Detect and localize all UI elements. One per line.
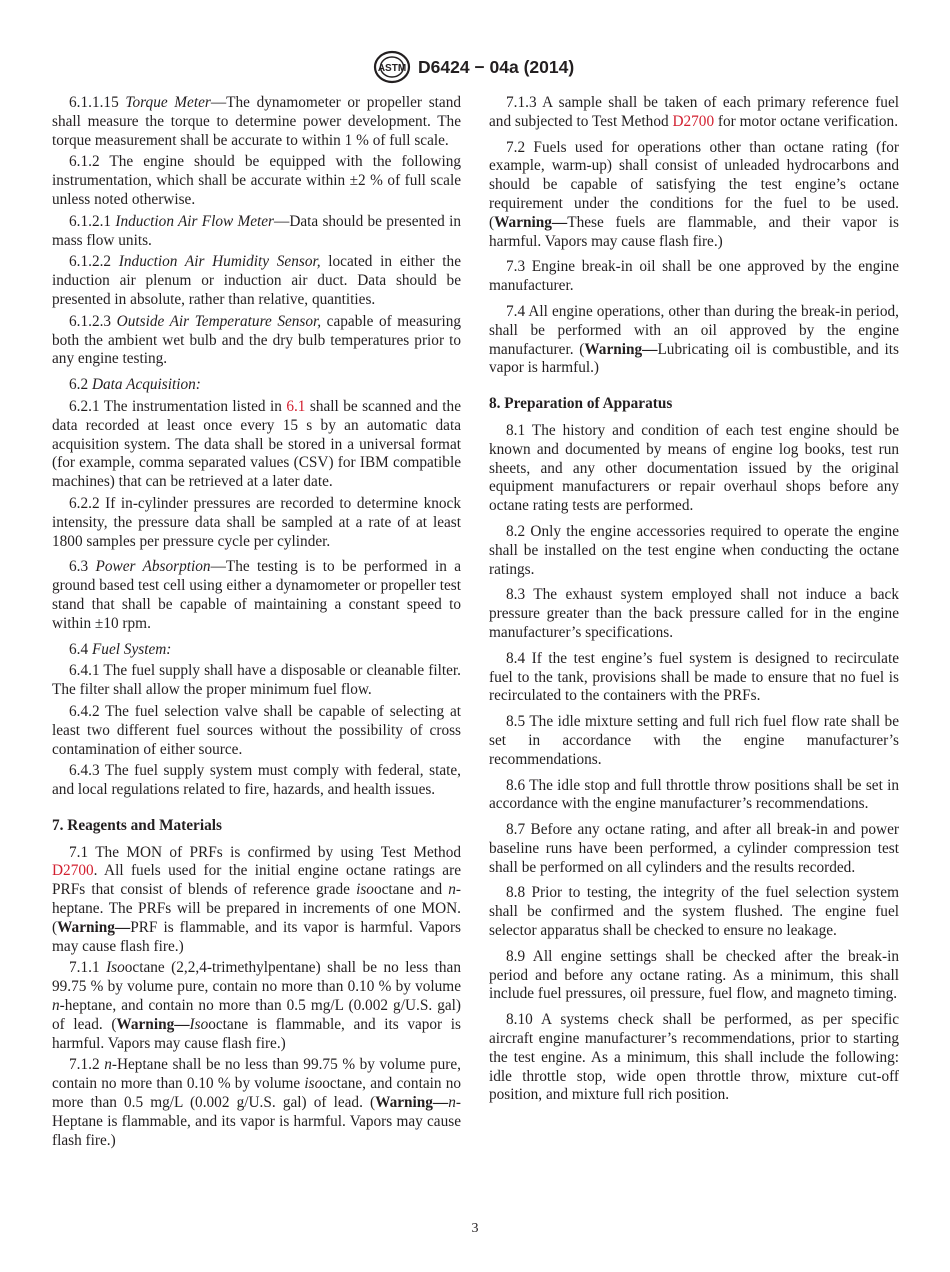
para-7-1-3: 7.1.3 A sample shall be taken of each primary reference fuel and subjected to Test Method D2700 for motor octane verification.: [489, 94, 899, 130]
para-6-1-2-1: 6.1.2.1 Induction Air Flow Meter—Data should be presented in mass flow units.: [52, 212, 461, 249]
para-8-8: 8.8 Prior to testing, the integrity of the fuel selection system shall be confirmed and the system flushed. The engine fuel selector apparatus shall be checked to ensure no leakage.: [489, 884, 899, 940]
left-column: [52, 94, 461, 1150]
para-6-2: 6.2 Data Acquisition:: [69, 376, 201, 394]
para-6-1-2: 6.1.2 The engine should be equipped with the following instrumentation, which shall be accurate within ±2 % of full scale unless noted otherwise.: [52, 153, 461, 208]
para-7-3: 7.3 Engine break-in oil shall be one approved by the engine manufacturer.: [489, 258, 899, 295]
para-8-6: 8.6 The idle stop and full throttle throw positions shall be set in accordance with the engine manufacturer’s recommendations.: [489, 776, 899, 813]
para-7-4: 7.4 All engine operations, other than during the break-in period, shall be performed with an oil approved by the engine manufacturer. (Warning—Lubricating oil is combustible, and its vapor is harmful.): [489, 302, 899, 377]
link-d2700-2[interactable]: D2700: [672, 112, 715, 130]
section-8-heading: 8. Preparation of Apparatus: [489, 395, 673, 413]
page-number: 3: [471, 1221, 479, 1236]
para-8-7: 8.7 Before any octane rating, and after all break-in and power baseline runs have been performed, a cylinder compression test shall be performed on all cylinders and the results recorded.: [489, 821, 899, 876]
document-designation: D6424 − 04a (2014): [418, 57, 575, 77]
para-7-1-2: 7.1.2 n-Heptane shall be no less than 99.75 % by volume pure, contain no more than 0.10 % by volume isooctane, and contain no more than 0.5 mg/L (0.002 g/U.S. gal) of lead. (Warning—n-Heptane is flammable, and its vapor is harmful. Vapors may cause flash fire.): [52, 1056, 461, 1149]
right-column: [489, 94, 899, 1105]
link-6-1[interactable]: 6.1: [286, 397, 306, 415]
para-6-4-3: 6.4.3 The fuel supply system must comply with federal, state, and local regulations related to fire, hazards, and health issues.: [52, 762, 461, 799]
para-8-3: 8.3 The exhaust system employed shall not induce a back pressure greater than the back pressure called for in the engine manufacturer’s specifications.: [489, 586, 899, 641]
para-6-2-1: 6.2.1 The instrumentation listed in 6.1 shall be scanned and the data recorded at least once every 15 s by an automatic data acquisition system. The data shall be stored in a universal format (for example, comma separated values (CSV) for IBM compatible machines) that can be retrieved at a later date.: [52, 397, 461, 491]
para-7-2: 7.2 Fuels used for operations other than octane rating (for example, warm-up) shall consist of unleaded hydrocarbons and should be capable of satisfying the test engine’s octane requirement under the conditions for the fuel to be used. (Warning—These fuels are flammable, and their vapor is harmful. Vapors may cause flash fire.): [489, 138, 899, 250]
link-d2700[interactable]: D2700: [52, 862, 94, 880]
para-8-9: 8.9 All engine settings shall be checked after the break-in period and before any octane rating. As a minimum, this shall include fuel pressures, oil pressure, fuel flow, and magneto timing.: [489, 947, 899, 1003]
para-8-1: 8.1 The history and condition of each test engine should be known and documented by means of engine log books, test run sheets, and any other documentation issued by the original equipment manufacturers or repair overhaul shops before any octane rating tests are performed.: [489, 421, 899, 515]
para-6-2-2: 6.2.2 If in-cylinder pressures are recorded to determine knock intensity, the pressure data shall be sampled at a rate of at least 1800 samples per pressure cycle per cylinder.: [52, 494, 461, 550]
para-8-2: 8.2 Only the engine accessories required to operate the engine shall be installed on the test engine when conducting the octane ratings.: [489, 522, 899, 578]
svg-text:ASTM: ASTM: [377, 63, 407, 74]
para-6-4: 6.4 Fuel System:: [69, 640, 172, 658]
para-7-1-1: 7.1.1 Isooctane (2,2,4-trimethylpentane) shall be no less than 99.75 % by volume pure, contain no more than 0.10 % by volume n-heptane, and contain no more than 0.5 mg/L (0.002 g/U.S. gal) of lead. (Warning—Isooctane is flammable, and its vapor is harmful. Vapors may cause flash fire.): [52, 959, 461, 1052]
para-8-10: 8.10 A systems check shall be performed, as per specific aircraft engine manufacturer’s recommendations, prior to starting the test engine. As a minimum, this shall include the following: idle throttle stop, wide open throttle throw, mixture cut-off position, and mixture full rich position.: [489, 1011, 899, 1104]
para-7-1: 7.1 The MON of PRFs is confirmed by using Test Method D2700. All fuels used for the initial engine octane ratings are PRFs that consist of blends of reference grade isooctane and n-heptane. The PRFs will be prepared in increments of one MON. (Warning—PRF is flammable, and its vapor is harmful. Vapors may cause flash fire.): [52, 843, 462, 955]
para-8-5: 8.5 The idle mixture setting and full rich fuel flow rate shall be set in accordance with the engine manufacturer’s recommendations.: [489, 713, 899, 768]
section-7-heading: 7. Reagents and Materials: [52, 816, 222, 834]
page-header: [0, 50, 950, 84]
para-6-1-2-3: 6.1.2.3 Outside Air Temperature Sensor, capable of measuring both the ambient wet bulb and the dry bulb temperatures prior to any engine testing.: [52, 312, 462, 368]
para-6-1-1-15: 6.1.1.15 Torque Meter—The dynamometer or propeller stand shall measure the torque to determine power development. The torque measurement shall be accurate to within 1 % of full scale.: [52, 94, 461, 149]
para-6-3: 6.3 Power Absorption—The testing is to be performed in a ground based test cell using either a dynamometer or propeller test stand that shall be capable of maintaining a constant speed to within ±10 rpm.: [52, 558, 462, 632]
para-8-4: 8.4 If the test engine’s fuel system is designed to recirculate fuel to the tank, provisions shall be made to ensure that no fuel is recirculated to the containers with the PRFs.: [489, 649, 899, 705]
astm-logo: [372, 50, 412, 84]
para-6-4-2: 6.4.2 The fuel selection valve shall be capable of selecting at least two different fuel sources without the possibility of cross contamination of either source.: [52, 702, 461, 758]
para-6-4-1: 6.4.1 The fuel supply shall have a disposable or cleanable filter. The filter shall allow the proper minimum fuel flow.: [52, 662, 461, 699]
para-6-1-2-2: 6.1.2.2 Induction Air Humidity Sensor, located in either the induction air plenum or induction air duct. Data should be presented in absolute, rather than relative, quantities.: [52, 253, 461, 308]
